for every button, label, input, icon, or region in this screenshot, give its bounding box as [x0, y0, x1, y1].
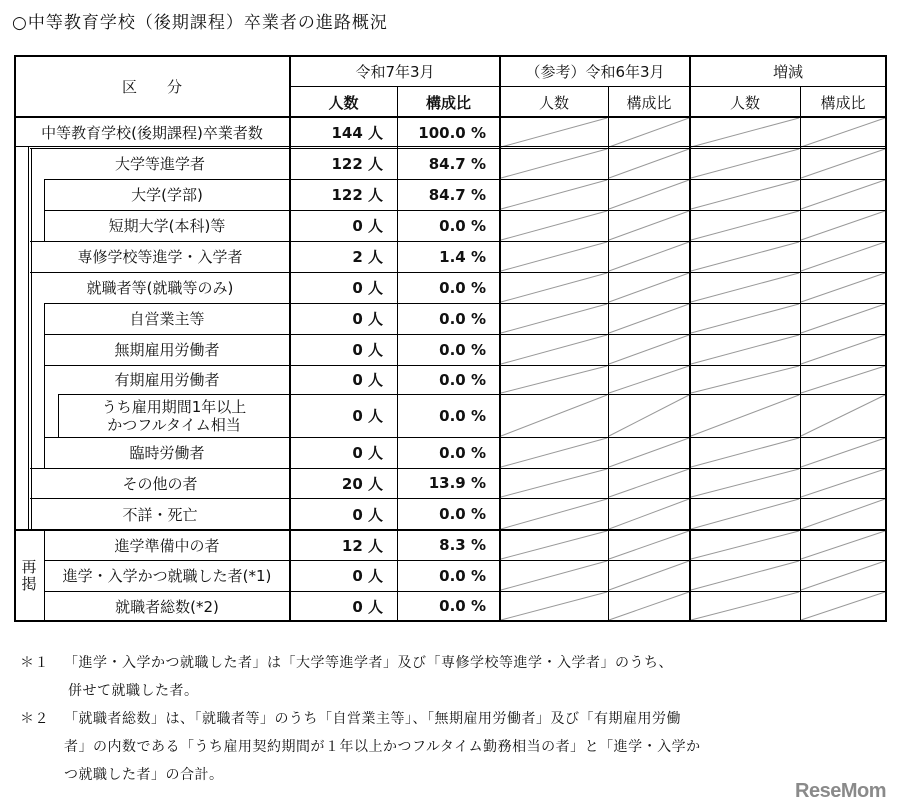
grid-line — [30, 148, 887, 149]
row-count: 0 人 — [352, 310, 383, 328]
header-group-diff: 増減 — [772, 62, 803, 81]
row-label: 大学(学部) — [131, 186, 203, 204]
row-ratio: 0.0 % — [439, 309, 486, 328]
grid-line — [44, 179, 45, 241]
row-count: 0 人 — [352, 407, 383, 425]
grid-line — [44, 560, 887, 561]
row-count: 0 人 — [352, 341, 383, 359]
grid-line — [689, 55, 691, 622]
grid-line — [14, 55, 16, 622]
row-label-line1: うち雇用期間1年以上 — [101, 397, 247, 416]
row-ratio: 0.0 % — [439, 443, 486, 462]
row-label: 自営業主等 — [129, 310, 205, 328]
grid-line — [289, 55, 291, 622]
grid-line — [290, 86, 887, 87]
header-category: 区 分 — [121, 77, 182, 96]
row-ratio: 84.7 % — [428, 185, 486, 204]
grid-line — [30, 498, 887, 499]
grid-line — [800, 86, 801, 622]
grid-line — [885, 55, 887, 622]
grid-line — [14, 146, 887, 147]
grid-line — [30, 468, 887, 469]
grid-line — [30, 272, 887, 273]
footnote-text: 「進学・入学かつ就職した者」は「大学等進学者」及び「専修学校等進学・入学者」のうち、 — [64, 655, 673, 671]
page-title: ○中等教育学校（後期課程）卒業者の進路概況 — [12, 13, 388, 33]
header-diff-ratio: 構成比 — [820, 93, 866, 112]
row-label: 無期雇用労働者 — [114, 341, 220, 359]
row-count: 0 人 — [352, 279, 383, 297]
row-count: 2 人 — [352, 248, 383, 266]
grid-line — [58, 394, 887, 395]
footnote-mark: ＊１ — [20, 655, 49, 671]
grid-line — [44, 210, 887, 211]
row-ratio: 0.0 % — [439, 340, 486, 359]
row-ratio: 0.0 % — [439, 216, 486, 235]
row-label: 就職者等(就職等のみ) — [86, 279, 234, 297]
grid-line — [44, 334, 887, 335]
header-diff-count: 人数 — [729, 93, 760, 112]
row-ratio: 0.0 % — [439, 597, 486, 615]
header-r7-count: 人数 — [328, 93, 359, 112]
footnote-text: つ就職した者」の合計。 — [64, 767, 224, 783]
row-ratio: 0.0 % — [439, 566, 486, 585]
row-count: 144 人 — [331, 124, 383, 142]
grid-line — [44, 303, 45, 468]
row-ratio: 84.7 % — [428, 154, 486, 173]
row-count: 122 人 — [331, 186, 383, 204]
row-ratio: 0.0 % — [439, 370, 486, 389]
footnote-text: 併せて就職した者。 — [68, 683, 199, 699]
row-count: 0 人 — [352, 444, 383, 462]
row-count: 0 人 — [352, 217, 383, 235]
row-label: 不詳・死亡 — [122, 505, 198, 524]
row-ratio: 13.9 % — [428, 474, 486, 492]
grid-line — [58, 394, 59, 437]
grid-line — [499, 55, 501, 622]
grid-line — [31, 148, 32, 530]
footnote-text: 者」の内数である「うち雇用契約期間が１年以上かつフルタイム勤務相当の者」と「進学・入学か — [64, 739, 701, 755]
grid-line — [14, 529, 887, 531]
footnote-mark: ＊２ — [20, 711, 49, 727]
row-label: その他の者 — [122, 474, 198, 493]
grid-line — [14, 55, 887, 57]
row-ratio: 0.0 % — [439, 278, 486, 297]
header-r7-ratio: 構成比 — [425, 93, 471, 112]
footnote-text: 「就職者総数」は、「就職者等」のうち「自営業主等」、「無期雇用労働者」及び「有期雇用労働 — [64, 711, 681, 727]
row-label-line2: かつフルタイム相当 — [107, 415, 241, 434]
grid-line — [397, 86, 398, 622]
header-group-r7: 令和7年3月 — [355, 62, 435, 81]
row-label: 短期大学(本科)等 — [108, 217, 226, 235]
row-ratio: 0.0 % — [439, 505, 486, 523]
row-ratio: 8.3 % — [439, 536, 486, 554]
row-count: 0 人 — [352, 371, 383, 389]
grid-line — [44, 437, 887, 438]
row-count: 0 人 — [352, 505, 383, 524]
row-label: 就職者総数(*2) — [115, 597, 219, 616]
resemom-logo: ReseMom — [795, 780, 886, 802]
grid-line — [44, 303, 887, 304]
header-group-r6: （参考）令和6年3月 — [525, 62, 665, 81]
row-ratio: 1.4 % — [439, 247, 486, 266]
grid-line — [44, 530, 45, 622]
grid-line — [44, 591, 887, 592]
row-count: 122 人 — [331, 155, 383, 173]
grid-line — [44, 365, 887, 366]
row-count: 12 人 — [341, 536, 383, 555]
grid-line — [14, 620, 887, 622]
row-label: 臨時労働者 — [129, 444, 205, 462]
header-r6-ratio: 構成比 — [626, 93, 672, 112]
grid-line — [608, 86, 609, 622]
saikei-label: 再掲 — [19, 558, 38, 593]
row-label: 大学等進学者 — [114, 155, 205, 173]
row-count: 0 人 — [352, 567, 383, 585]
grid-line — [28, 146, 29, 530]
row-label: 有期雇用労働者 — [114, 371, 220, 389]
grid-line — [44, 179, 887, 180]
grid-line — [14, 116, 887, 118]
row-label: 中等教育学校(後期課程)卒業者数 — [41, 124, 263, 142]
row-label: 進学・入学かつ就職した者(*1) — [62, 567, 272, 585]
row-count: 0 人 — [352, 597, 383, 616]
row-count: 20 人 — [341, 474, 383, 493]
row-ratio: 0.0 % — [439, 406, 486, 425]
row-label: 進学準備中の者 — [114, 536, 220, 555]
row-label: 専修学校等進学・入学者 — [77, 248, 243, 266]
row-label — [58, 394, 290, 437]
row-ratio: 100.0 % — [418, 123, 486, 142]
header-r6-count: 人数 — [538, 93, 569, 112]
grid-line — [30, 241, 887, 242]
